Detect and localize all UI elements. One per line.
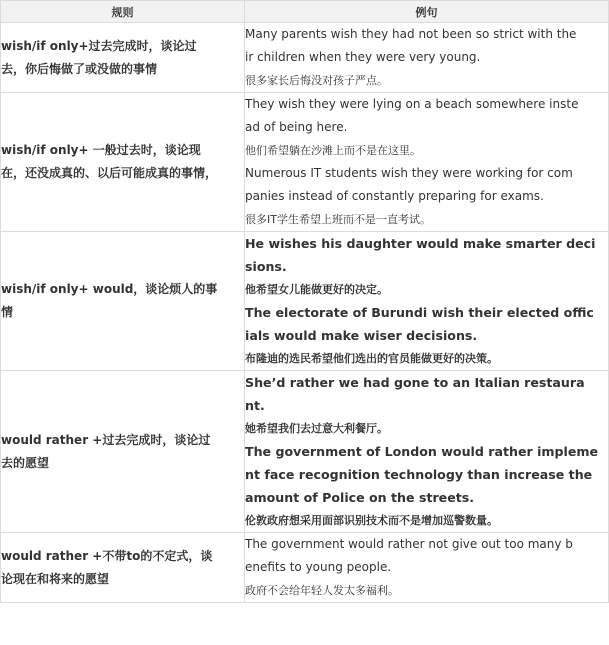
example-sentence: enefits to young people. <box>245 560 392 574</box>
example-translation: 很多家长后悔没对孩子严点。 <box>245 74 388 87</box>
rule-text: would rather +不带to的不定式，谈 <box>1 548 213 563</box>
rule-text: wish/if only+过去完成时，谈论过 <box>1 38 197 53</box>
header-rule: 规则 <box>1 1 245 23</box>
rule-text: 情 <box>1 305 14 319</box>
header-row <box>1 1 609 23</box>
example-cell <box>245 371 609 533</box>
example-sentence: He wishes his daughter would make smarter deci <box>245 236 596 251</box>
example-sentence: The electorate of Burundi wish their elected offic <box>245 305 594 320</box>
example-sentence: nt face recognition technology than increase the <box>245 467 593 482</box>
table-row <box>1 23 609 93</box>
example-sentence: nt. <box>245 398 265 413</box>
rule-text: 在，还没成真的、以后可能成真的事情， <box>1 166 218 180</box>
rule-cell <box>1 232 245 371</box>
rule-text: 去，你后悔做了或没做的事情 <box>1 61 158 76</box>
rule-cell <box>1 371 245 533</box>
example-sentence: The government would rather not give out too many b <box>245 537 573 551</box>
example-sentence: sions. <box>245 259 287 274</box>
table-row <box>1 533 609 603</box>
table-row <box>1 371 609 533</box>
example-cell <box>245 93 609 232</box>
example-translation: 很多IT学生希望上班而不是一直考试。 <box>245 213 431 226</box>
rule-cell <box>1 23 245 93</box>
example-sentence: ad of being here. <box>245 120 348 134</box>
example-sentence: They wish they were lying on a beach somewhere inste <box>245 97 579 111</box>
rule-text: 去的愿望 <box>1 455 50 470</box>
table-body <box>1 23 609 603</box>
rule-text: 论现在和将来的愿望 <box>1 571 110 586</box>
example-translation: 伦敦政府想采用面部识别技术而不是增加巡警数量。 <box>245 514 498 527</box>
example-sentence: ials would make wiser decisions. <box>245 328 478 343</box>
rule-cell <box>1 533 245 603</box>
rule-cell <box>1 93 245 232</box>
example-translation: 他们希望躺在沙滩上而不是在这里。 <box>245 144 421 157</box>
example-translation: 他希望女儿能做更好的决定。 <box>245 283 388 296</box>
example-sentence: Many parents wish they had not been so strict with the <box>245 27 577 41</box>
example-sentence: ir children when they were very young. <box>245 50 481 64</box>
rule-text: wish/if only+ 一般过去时，谈论现 <box>1 143 201 157</box>
header-example: 例句 <box>245 1 609 23</box>
example-sentence: The government of London would rather impleme <box>245 444 599 459</box>
example-sentence: amount of Police on the streets. <box>245 490 475 505</box>
example-sentence: Numerous IT students wish they were working for com <box>245 166 573 180</box>
example-cell <box>245 23 609 93</box>
example-cell <box>245 533 609 603</box>
example-translation: 她希望我们去过意大利餐厅。 <box>245 422 388 435</box>
example-sentence: panies instead of constantly preparing for exams. <box>245 189 544 203</box>
example-translation: 布隆迪的选民希望他们选出的官员能做更好的决策。 <box>245 352 498 365</box>
rule-text: would rather +过去完成时，谈论过 <box>1 432 211 447</box>
example-cell <box>245 232 609 371</box>
example-translation: 政府不会给年轻人发太多福利。 <box>245 584 399 597</box>
table-row <box>1 232 609 371</box>
rule-text: wish/if only+ would，谈论烦人的事 <box>1 282 218 296</box>
example-sentence: She’d rather we had gone to an Italian restaura <box>245 375 585 390</box>
table-row <box>1 93 609 232</box>
